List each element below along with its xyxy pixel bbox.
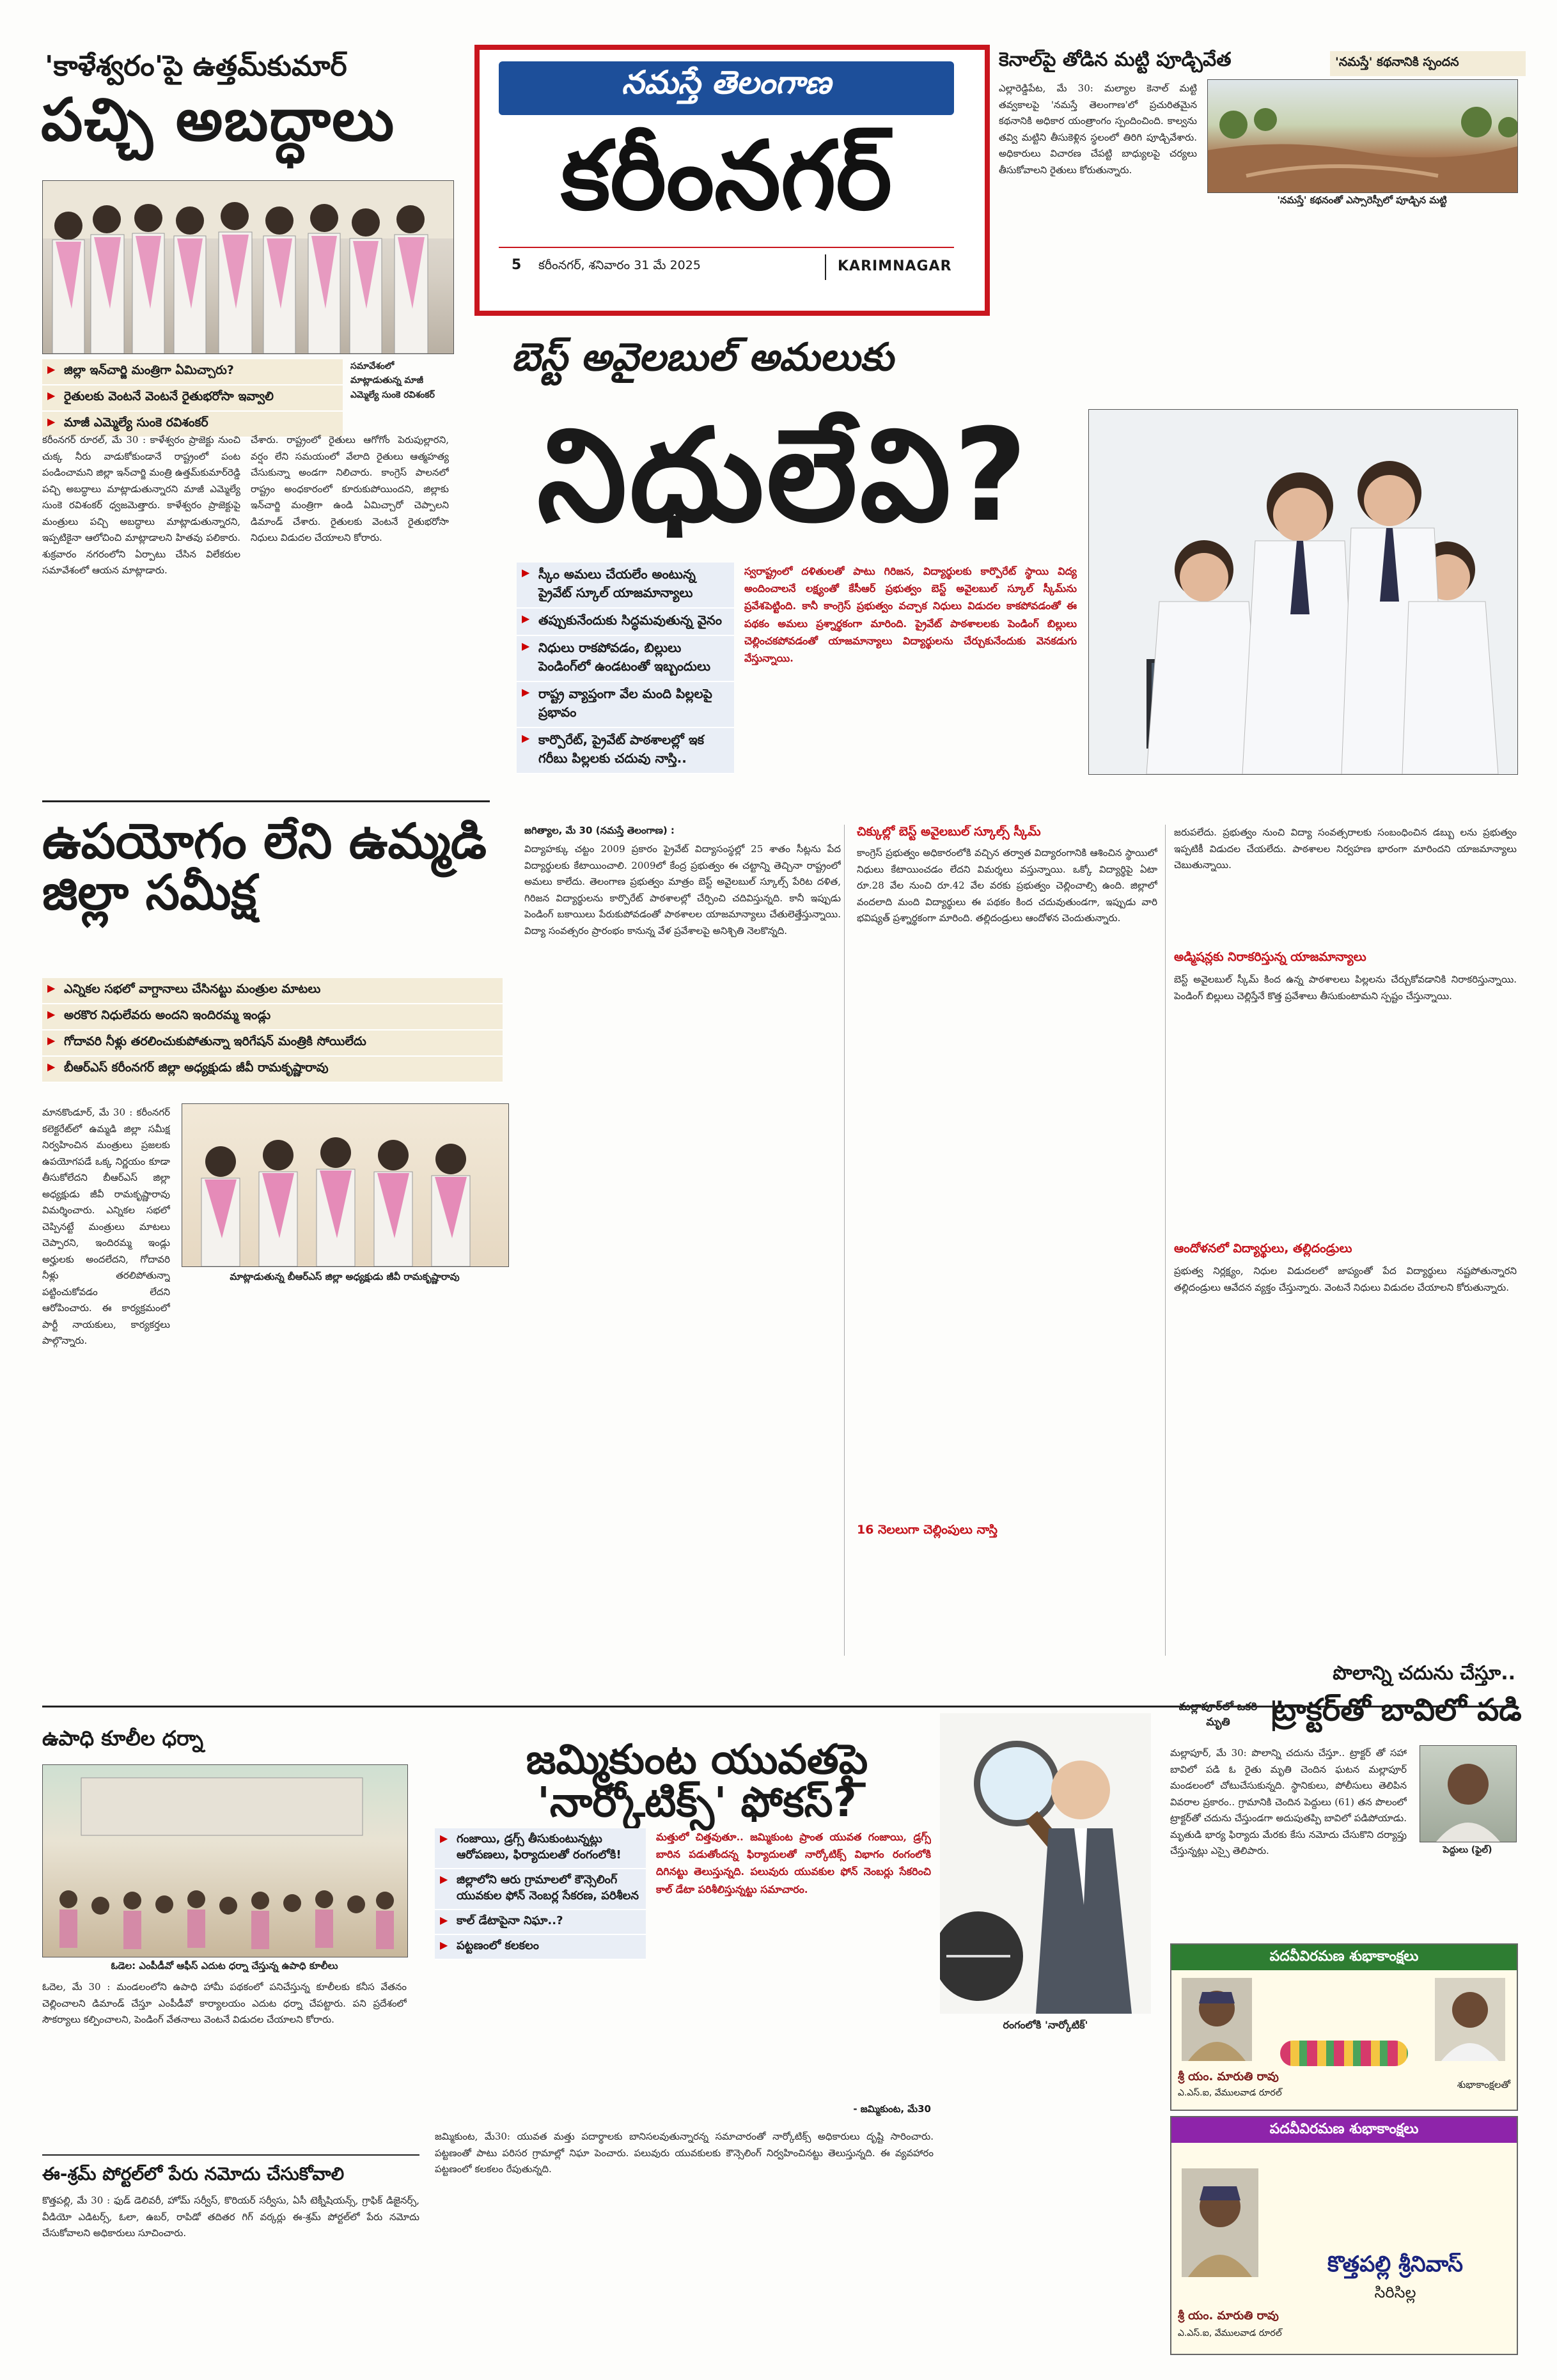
story6-bullet: ▶ జిల్లాలోని ఆరు గ్రామాలలో కౌన్సెలింగ్ యువకుల ఫోన్ నెంబర్ల సేకరణ, పరిశీలన: [435, 1869, 646, 1910]
story3-caption: మాట్లాడుతున్న బీఆర్ఎస్ జిల్లా అధ్యక్షుడు జీవీ రామకృష్ణారావు: [230, 1271, 460, 1282]
masthead-dateline: కరీంనగర్, శనివారం 31 మే 2025: [538, 258, 701, 272]
ad-officer-role: ఎ.ఎస్.ఐ, వేములవాడ రూరల్: [1178, 2328, 1282, 2338]
story1-bullets: [42, 359, 343, 438]
story7-side-label: మల్లాపూర్‌లో ఒకరి మృతి: [1170, 1700, 1275, 1731]
group-people-image: [43, 181, 453, 354]
story1-side-note: సమావేశంలో మాట్లాడుతున్న మాజీ ఎమ్మెల్యే సుంకె రవిశంకర్: [350, 361, 435, 400]
story6-dateline: - జమ్మికుంట, మే30: [853, 2103, 931, 2115]
story6-photo: [940, 1713, 1151, 2014]
divider: [42, 800, 490, 802]
story6-lead: మత్తులో చిత్తవుతూ.. జమ్మికుంట ప్రాంత యువత గంజాయి, డ్రగ్స్ బారిన పడుతోందన్న ఫిర్యాదులతో నార్కోటిక్స్ విభాగం రంగంలోకి దిగినట్టు తెలుస్తున్నది. పలువురు యువకుల ఫోన్ నెంబర్లు సేకరించి కాల్ డేటా పరిశీలిస్తున్నట్టు సమాచారం.: [656, 1831, 931, 1895]
lead-col3: జరుపలేదు. ప్రభుత్వం నుంచి విద్యా సంవత్సరాలకు సంబంధించిన డబ్బు లను ప్రభుత్వం ఇప్పటికీ విడుదల చేయలేదు. పాఠశాలల నిర్వహణ భారంగా మారిందని యాజమాన్యాలు చెబుతున్నాయి.: [1174, 827, 1517, 871]
canal-soil-image: [1208, 80, 1517, 192]
lead-bullet: ▶ కార్పొరేట్, ప్రైవేట్ పాఠశాలల్లో ఇక గరీబు పిల్లలకు చదువు నాస్తి..: [517, 728, 734, 774]
lead-kicker: బెస్ట్ అవైలబుల్ అమలుకు: [512, 335, 894, 380]
protest-crowd-image: [43, 1765, 407, 1957]
story1-kicker: 'కాళేశ్వరం'పై ఉత్తమ్‌కుమార్: [45, 50, 347, 82]
lead-subhead-2: 16 నెలలుగా చెల్లింపులు నాస్తి: [857, 1523, 998, 1537]
ad-sender-place: సిరిసిల్ల: [1374, 2283, 1416, 2301]
ad-title: పదవీవిరమణ శుభాకాంక్షలు: [1269, 1948, 1419, 1964]
lead-col1: విద్యాహక్కు చట్టం 2009 ప్రకారం ప్రైవేట్ విద్యాసంస్థల్లో 25 శాతం సీట్లను పేద విద్యార్థులకు కేటాయించాలి. 2009లో కేంద్ర ప్రభుత్వం ఈ చట్టాన్ని తెచ్చినా రాష్ట్రంలో అమలు కాలేదు. తెలంగాణ ప్రభుత్వం మాత్రం బెస్ట్ అవైలబుల్ స్కూల్స్ పేరిట దళిత, గిరిజన విద్యార్థులను కార్పొరేట్ పాఠశాలల్లో చేర్పించి చదివిస్తున్నది. కానీ ఇప్పుడు పెండింగ్ బకాయిలు పేరుకుపోవడంతో పాఠశాలల యాజమాన్యాలు చేతులెత్తేస్తున్నాయి. విద్యా సంవత్సరం ప్రారంభం కానున్న వేళ ప్రవేశాలపై అనిశ్చితి నెలకొన్నది.: [524, 843, 841, 937]
sender-photo-image: [1435, 1978, 1505, 2061]
ad-title: పదవీవిరమణ శుభాకాంక్షలు: [1269, 2121, 1419, 2137]
divider: [1165, 825, 1166, 1656]
lead-dateline: జగిత్యాల, మే 30 (నమస్తే తెలంగాణ) :: [524, 825, 675, 836]
story6-bullet: ▶ పట్టణంలో కలకలం: [435, 1935, 646, 1960]
story1-headline: పచ్చి అబద్ధాలు: [41, 86, 396, 154]
story2-tag: 'నమస్తే' కథనానికి స్పందన: [1330, 51, 1526, 76]
story4-photo: [42, 1764, 408, 1957]
story6-bullet: ▶ గంజాయి, డ్రగ్స్ తీసుకుంటున్నట్లు ఆరోపణలు, ఫిర్యాదులతో రంగంలోకి!: [435, 1828, 646, 1869]
lead-subhead-1: చిక్కుల్లో బెస్ట్ అవైలబుల్ స్కూల్స్ స్కీమ్: [857, 825, 1041, 839]
magnifier-detective-image: [940, 1713, 1151, 2014]
story3-headline: ఉపయోగం లేని ఉమ్మడి జిల్లా సమీక్ష: [42, 813, 487, 921]
story6-body-cont: [940, 2039, 1151, 2353]
lead-col3c: ప్రభుత్వ నిర్లక్ష్యం, నిధుల విడుదలలో జాప్యంతో పేద విద్యార్థులు నష్టపోతున్నారని తల్లిదండ్రులు ఆవేదన వ్యక్తం చేస్తున్నారు. వెంటనే నిధులు విడుదల చేయాలని కోరుతున్నారు.: [1174, 1265, 1517, 1293]
lead-col3b: బెస్ట్ అవైలబుల్ స్కీమ్ కింద ఉన్న పాఠశాలలు పిల్లలను చేర్చుకోవడానికి నిరాకరిస్తున్నాయి. పెండింగ్ బిల్లులు చెల్లిస్తేనే కొత్త ప్రవేశాలు తీసుకుంటామని స్పష్టం చేస్తున్నాయి.: [1174, 974, 1517, 1002]
ad-flowers: [1280, 2041, 1408, 2066]
story6-bullet: ▶ కాల్ డేటాపైనా నిఘా..?: [435, 1910, 646, 1935]
story5-body: కొత్తపల్లి, మే 30 : ఫుడ్ డెలివరీ, హోమ్ సర్వీస్, కొరియర్ సర్వీసు, ఏసీ టెక్నీషియన్స్, గ్రాఫిక్ డిజైనర్స్, వీడియో ఎడిటర్స్, ఓలా, ఉబర్, రాపిడో తదితర గిగ్ వర్కర్లు ఈ-శ్రమ్ పోర్టల్‌లో పేరు నమోదు చేసుకోవాలని అధికారులు సూచించారు.: [42, 2195, 419, 2239]
lead-subhead-4: ఆందోళనలో విద్యార్థులు, తల్లిదండ్రులు: [1174, 1241, 1352, 1256]
press-meet-image: [182, 1104, 508, 1266]
masthead-brand: నమస్తే తెలంగాణ: [622, 64, 831, 101]
lead-photo: [1088, 409, 1518, 775]
story6-photo-caption: రంగంలోకి 'నార్కోటిక్': [1003, 2019, 1088, 2031]
masthead-sep: [825, 254, 826, 280]
story3-body: మానకొండూర్, మే 30 : కరీంనగర్ కలెక్టరేట్‌లో ఉమ్మడి జిల్లా సమీక్ష నిర్వహించిన మంత్రులు ప్రజలకు ఉపయోగపడే ఒక్క నిర్ణయం కూడా తీసుకోలేదని బీఆర్ఎస్ జిల్లా అధ్యక్షుడు జీవీ రామకృష్ణారావు విమర్శించారు. ఎన్నికల సభలో చెప్పినట్టే మంత్రులు మాటలు చెప్పారని, ఇందిరమ్మ ఇండ్లు అర్హులకు అందలేదని, గోదావరి నీళ్లు తరలిపోతున్నా పట్టించుకోవడం లేదని ఆరోపించారు. ఈ కార్యక్రమంలో పార్టీ నాయకులు, కార్యకర్తలు పాల్గొన్నారు.: [42, 1107, 170, 1346]
lead-bullet: ▶ తప్పుకునేందుకు సిద్ధమవుతున్న వైనం: [517, 609, 734, 636]
advertisement-1: [1170, 1943, 1518, 2111]
officer-photo-image: [1182, 2168, 1258, 2277]
masthead: [474, 45, 990, 316]
story6-headline: జమ్మికుంట యువతపై 'నార్కోటిక్స్' ఫోకస్?: [526, 1736, 868, 1827]
students-computer-image: [1089, 410, 1517, 774]
story4-headline: ఉపాధి కూలీల ధర్నా: [42, 1726, 203, 1750]
lead-col2: కాంగ్రెస్ ప్రభుత్వం అధికారంలోకి వచ్చిన తర్వాత విద్యారంగానికి ఆశించిన స్థాయిలో నిధులు కేటాయించడం లేదని విమర్శలు వస్తున్నాయి. ఒక్కో విద్యార్థిపై ఏటా రూ.28 వేల నుంచి రూ.42 వేల వరకు ప్రభుత్వం చెల్లించాల్సి ఉంది. జిల్లాలో వందలాది మంది విద్యార్థులు ఈ పథకం కింద చదువుతుండగా, ఇప్పుడు వారి భవిష్యత్ ప్రశ్నార్థకంగా మారింది. తల్లిదండ్రులు ఆందోళన చెందుతున్నారు.: [857, 847, 1157, 924]
story5-headline: ఈ-శ్రమ్ పోర్టల్‌లో పేరు నమోదు చేసుకోవాలి: [42, 2163, 345, 2184]
ad-sender: కొత్తపల్లి శ్రీనివాస్: [1327, 2252, 1464, 2277]
masthead-edition-en: KARIMNAGAR: [838, 258, 952, 274]
story1-photo: [42, 180, 454, 354]
ad-sender: శుభాకాంక్షలతో: [1457, 2079, 1510, 2090]
masthead-edition: కరీంనగర్: [561, 121, 892, 231]
story3-bullet: ▶ అరకొర నిధులేవరు అందని ఇందిరమ్మ ఇండ్లు: [42, 1004, 503, 1031]
divider: [42, 2154, 419, 2156]
page-number: 5: [512, 257, 522, 273]
lead-bullet: ▶ స్కీం అమలు చేయలేం అంటున్న ప్రైవేట్ స్కూల్ యాజమాన్యాలు: [517, 563, 734, 609]
story1-bullet: ▶ రైతులకు వెంటనే వెంటనే రైతుభరోసా ఇవ్వాలి: [42, 385, 343, 412]
story2-photo: [1207, 79, 1518, 193]
story7-photo-caption: పెద్దులు (ఫైల్): [1443, 1845, 1492, 1855]
story3-bullets: [42, 978, 503, 1083]
story1-body-col1: కరీంనగర్ రూరల్, మే 30 : కాళేశ్వరం ప్రాజెక్టు నుంచి చుక్క నీరు వాడుకోకుండానే రాష్ట్రంలో పంట పండించామని జిల్లా ఇన్‌చార్జి మంత్రి ఉత్తమ్‌కుమార్‌రెడ్డి పచ్చి అబద్ధాలు మాట్లాడుతున్నారని మాజీ ఎమ్మెల్యే సుంకె రవిశంకర్ ధ్వజమెత్తారు. కాళేశ్వరం ప్రాజెక్టుపై మంత్రులు పచ్చి అబద్ధాలు మాట్లాడుతున్నారని, ఇప్పటికైనా ఆలోచించి మాట్లాడాలని హితవు పలికారు. శుక్రవారం నగరంలోని ఏర్పాటు చేసిన విలేకరుల సమావేశంలో ఆయన మాట్లాడారు.: [42, 434, 240, 576]
lead-bullet: ▶ రాష్ట్ర వ్యాప్తంగా వేల మంది పిల్లలపై ప్రభావం: [517, 682, 734, 728]
lead-bullet: ▶ నిధులు రాకపోవడం, బిల్లులు పెండింగ్‌లో ఉండటంతో ఇబ్బందులు: [517, 636, 734, 682]
story3-photo: [182, 1103, 509, 1267]
story2-body: ఎల్లారెడ్డిపేట, మే 30: మల్యాల కెనాల్ మట్టి తవ్వకాలపై 'నమస్తే తెలంగాణ'లో ప్రచురితమైన కథనానికి అధికార యంత్రాంగం స్పందించింది. కాల్వను తవ్వి మట్టిని తీసుకెళ్లిన స్థలంలో తిరిగి పూడ్చివేశారు. అధికారులు విచారణ చేపట్టి బాధ్యులపై చర్యలు తీసుకోవాలని రైతులు కోరుతున్నారు.: [999, 82, 1197, 176]
story4-caption: ఓడెల: ఎంపీడీవో ఆఫీస్ ఎదుట ధర్నా చేస్తున్న ఉపాధి కూలీలు: [111, 1960, 338, 1972]
advertisement-2: [1170, 2116, 1518, 2355]
story2-photo-caption: 'నమస్తే' కథనంతో ఎస్సారెస్పీలో పూడ్చిన మట్టి: [1277, 194, 1447, 206]
ad-officer-name: శ్రీ యం. మారుతి రావు: [1178, 2070, 1279, 2083]
story3-body-cont: [182, 1291, 508, 1694]
story3-bullet: ▶ గోదావరి నీళ్లు తరలించుకుపోతున్నా ఇరిగేషన్ మంత్రికి సోయిలేదు: [42, 1031, 503, 1057]
ad-officer-role: ఎ.ఎస్.ఐ, వేములవాడ రూరల్: [1178, 2088, 1282, 2098]
story7-photo: [1420, 1745, 1517, 1842]
story6-body: జమ్మికుంట, మే30: యువత మత్తు పదార్థాలకు బానిసలవుతున్నారన్న సమాచారంతో నార్కోటిక్స్ అధికారులు దృష్టి సారించారు. పట్టణంతో పాటు పరిసర గ్రామాల్లో నిఘా పెంచారు. పలువురు యువకులకు కౌన్సెలింగ్ నిర్వహించినట్టు తెలుస్తున్నది. ఈ వ్యవహారం పట్టణంలో కలకలం రేపుతున్నది.: [435, 2131, 934, 2175]
lead-intro: స్వరాష్ట్రంలో దళితులతో పాటు గిరిజన, విద్యార్థులకు కార్పొరేట్ స్థాయి విద్య అందించాలనే లక్ష్యంతో కేసీఆర్ ప్రభుత్వం బెస్ట్ అవైలబుల్ స్కూల్ స్కీమ్‌ను ప్రవేశపెట్టింది. కానీ కాంగ్రెస్ ప్రభుత్వం వచ్చాక నిధులు విడుదల కాకపోవడంతో ఈ పథకం అమలు ప్రశ్నార్థకంగా మారింది. ప్రైవేట్ పాఠశాలలకు పెండింగ్ బిల్లులు చెల్లించకపోవడంతో యాజమాన్యాలు విద్యార్థులను చేర్చుకునేందుకు వెనకడుగు వేస్తున్నాయి.: [744, 565, 1077, 664]
lead-headline: నిధులేవి?: [537, 401, 1030, 550]
lead-bullets: [517, 563, 734, 774]
story1-body-col2: చేశారు. రాష్ట్రంలో రైతులు ఆగోగోం పెరుపుల్లారని, వర్షం లేని సమయంలో వేలాది రైతులు ఆత్మహత్య చేసుకున్నా అండగా నిలిచారు. కాంగ్రెస్ పాలనలో రాష్ట్రం అంధకారంలో కూరుకుపోయిందని, జిల్లాకు ఇన్‌చార్జి మంత్రిగా ఉండి ఏమిచ్చారో చెప్పాలని డిమాండ్ చేశారు. రైతులకు వెంటనే రైతుభరోసా నిధులు విడుదల చేయాలని కోరారు.: [251, 434, 449, 543]
story2-body-cont: [1207, 211, 1517, 300]
story2-headline: కెనాల్‌పై తోడిన మట్టి పూడ్చివేత: [999, 49, 1232, 71]
ad-officer-name: శ్రీ యం. మారుతి రావు: [1178, 2309, 1279, 2322]
story3-bullet: ▶ బీఆర్ఎస్ కరీంనగర్ జిల్లా అధ్యక్షుడు జీవీ రామకృష్ణారావు: [42, 1057, 503, 1083]
story7-kicker: పొలాన్ని చదును చేస్తూ..: [1333, 1662, 1515, 1684]
story1-bullet: ▶ జిల్లా ఇన్‌చార్జి మంత్రిగా ఏమిచ్చారు?: [42, 359, 343, 385]
officer-photo-image: [1182, 1978, 1252, 2061]
divider: [844, 825, 845, 1656]
story6-bullets: [435, 1828, 646, 1960]
story3-bullet: ▶ ఎన్నికల సభలో వాగ్దానాలు చేసినట్టు మంత్రుల మాటలు: [42, 978, 503, 1004]
lead-subhead-3: అడ్మిషన్లకు నిరాకరిస్తున్న యాజమాన్యాలు: [1174, 950, 1366, 964]
story7-body: మల్లాపూర్, మే 30: పొలాన్ని చదును చేస్తూ.. ట్రాక్టర్ తో సహా బావిలో పడి ఓ రైతు మృతి చెందిన ఘటన మల్లాపూర్ మండలంలో చోటుచేసుకున్నది. స్థానికులు, పోలీసులు తెలిపిన వివరాల ప్రకారం.. గ్రామానికి చెందిన పెద్దులు (61) తన పొలంలో ట్రాక్టర్‌తో చదును చేస్తుండగా అదుపుతప్పి బావిలో పడిపోయాడు. మృతుడి భార్య ఫిర్యాదు మేరకు కేసు నమోదు చేసుకొని దర్యాప్తు చేస్తున్నట్లు ఎస్సై తెలిపారు.: [1170, 1747, 1407, 1856]
story7-headline: ట్రాక్టర్‌తో బావిలో పడి: [1272, 1692, 1522, 1728]
deceased-portrait-image: [1420, 1746, 1516, 1842]
masthead-rule: [499, 247, 954, 248]
story1-bullet: ▶ మాజీ ఎమ్మెల్యే సుంకె రవిశంకర్: [42, 412, 343, 438]
story4-body: ఓదెల, మే 30 : మండలంలోని ఉపాధి హామీ పథకంలో పనిచేస్తున్న కూలీలకు కనీస వేతనం చెల్లించాలని డిమాండ్ చేస్తూ ఎంపీడీవో కార్యాలయం ఎదుట ధర్నా చేపట్టారు. పని ప్రదేశంలో సౌకర్యాలు కల్పించాలని, పెండింగ్ వేతనాలు వెంటనే విడుదల చేయాలని కోరారు.: [42, 1981, 407, 2025]
